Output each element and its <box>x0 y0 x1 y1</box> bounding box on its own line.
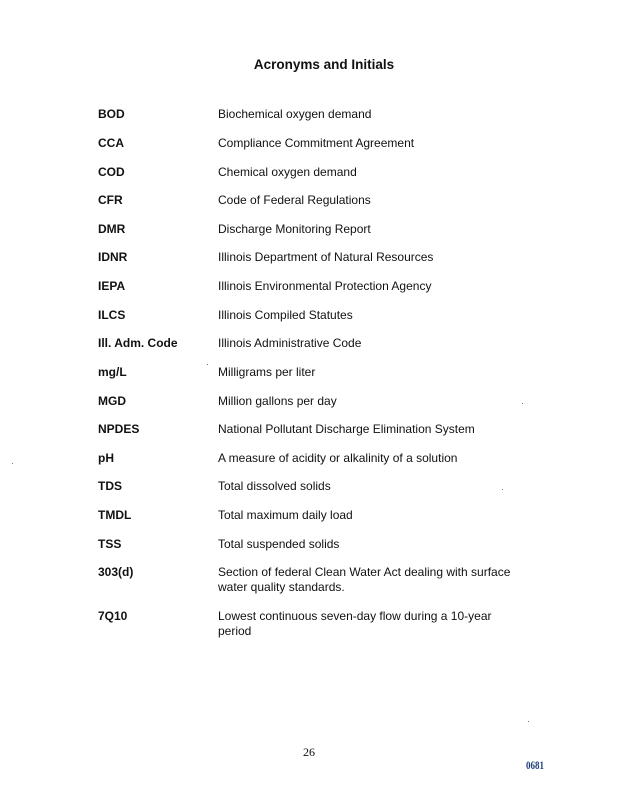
definition: Illinois Administrative Code <box>218 336 362 350</box>
scan-speck <box>502 489 503 490</box>
definition: Lowest continuous seven-day flow during a 10-year period <box>218 609 492 638</box>
acronym: IEPA <box>98 279 126 293</box>
definition: Total suspended solids <box>218 537 340 551</box>
acronym: TSS <box>98 537 122 551</box>
definition: Section of federal Clean Water Act dealing with surface water quality standards. <box>218 565 511 594</box>
definition: Total dissolved solids <box>218 479 331 493</box>
acronym: COD <box>98 165 125 179</box>
definition: Code of Federal Regulations <box>218 193 371 207</box>
acronym: 303(d) <box>98 565 134 579</box>
acronym: Ill. Adm. Code <box>98 336 178 350</box>
acronym: CCA <box>98 136 124 150</box>
definition: Million gallons per day <box>218 394 337 408</box>
definition: Biochemical oxygen demand <box>218 107 372 121</box>
acronym: mg/L <box>98 365 127 379</box>
definition: Illinois Compiled Statutes <box>218 308 353 322</box>
acronym: MGD <box>98 394 126 408</box>
definition: Milligrams per liter <box>218 365 316 379</box>
acronym: IDNR <box>98 250 128 264</box>
page-number: 26 <box>303 745 315 759</box>
bates-stamp: 0681 <box>526 758 544 772</box>
acronym: TDS <box>98 479 122 493</box>
acronym: TMDL <box>98 508 132 522</box>
definition: Chemical oxygen demand <box>218 165 357 179</box>
scan-speck <box>522 403 523 404</box>
acronym: DMR <box>98 222 126 236</box>
scan-speck <box>207 364 208 365</box>
acronym: BOD <box>98 107 125 121</box>
definition: Total maximum daily load <box>218 508 353 522</box>
acronym: 7Q10 <box>98 609 128 623</box>
definition: Illinois Department of Natural Resources <box>218 250 434 264</box>
scan-speck <box>12 463 13 464</box>
definition: A measure of acidity or alkalinity of a solution <box>218 451 458 465</box>
definition: National Pollutant Discharge Elimination System <box>218 422 475 436</box>
acronym: NPDES <box>98 422 140 436</box>
acronym: pH <box>98 451 114 465</box>
acronym: CFR <box>98 193 123 207</box>
definition: Compliance Commitment Agreement <box>218 136 415 150</box>
definition: Illinois Environmental Protection Agency <box>218 279 432 293</box>
page-title: Acronyms and Initials <box>253 57 395 72</box>
acronym: ILCS <box>98 308 126 322</box>
definition: Discharge Monitoring Report <box>218 222 371 236</box>
scan-speck <box>528 721 529 722</box>
